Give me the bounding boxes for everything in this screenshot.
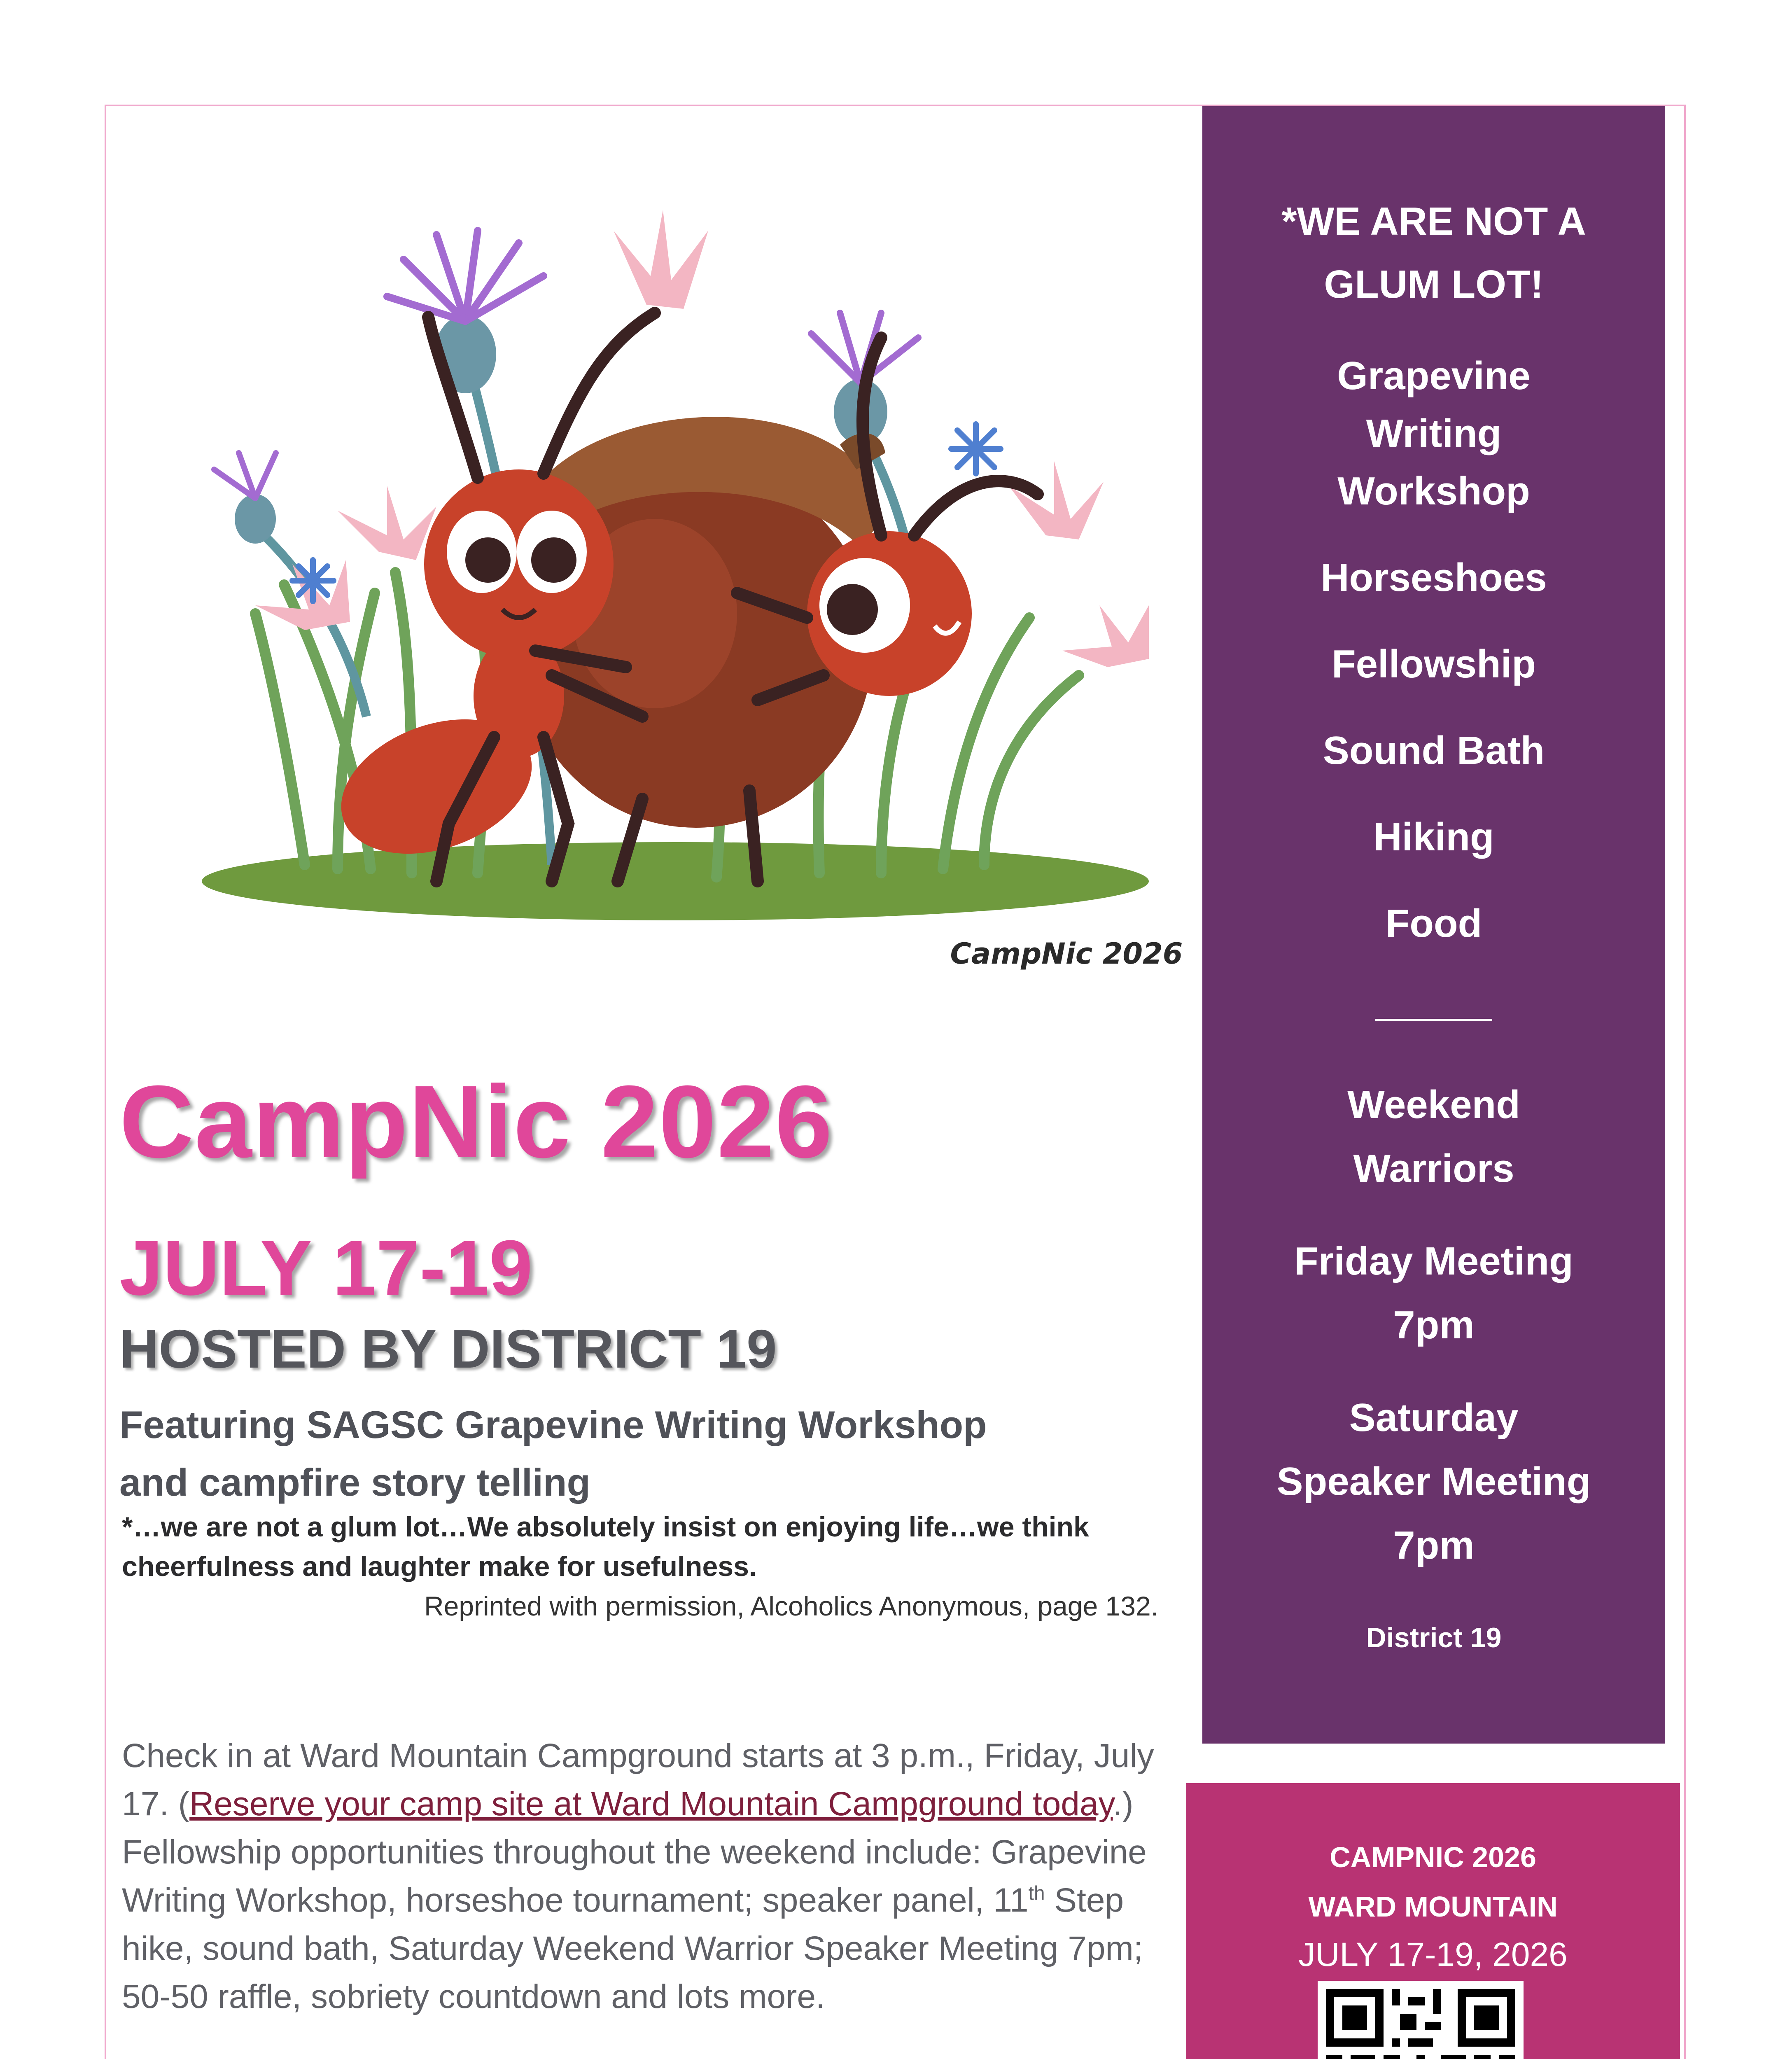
- activity-sound-bath: Sound Bath: [1323, 728, 1545, 773]
- qr-code-icon[interactable]: [1318, 1981, 1524, 2059]
- sidebar-divider: [1375, 1019, 1492, 1021]
- reprint-credit: Reprinted with permission, Alcoholics Anonymous, page 132.: [424, 1591, 1158, 1621]
- saturday-meeting-1: Saturday: [1349, 1396, 1519, 1440]
- tagline-line-2: GLUM LOT!: [1324, 262, 1544, 306]
- details-text-1: Check in at Ward Mountain Campground starts at 3 p.m., Friday, July 17. (: [122, 1737, 1154, 1823]
- reserve-campsite-link[interactable]: Reserve your camp site at Ward Mountain Campground today: [189, 1785, 1113, 1823]
- panel-line-2: WARD MOUNTAIN: [1308, 1891, 1558, 1923]
- event-title: CampNic 2026: [119, 1064, 833, 1179]
- featuring-line-1: Featuring SAGSC Grapevine Writing Workshop: [119, 1403, 987, 1446]
- friday-meeting-2: 7pm: [1393, 1303, 1475, 1347]
- event-dates: JULY 17-19: [119, 1224, 533, 1312]
- details-sup: th: [1028, 1882, 1045, 1905]
- illustration-signature: CampNic 2026: [950, 937, 1183, 971]
- event-details: [122, 1732, 1176, 2021]
- sidebar-district: District 19: [1366, 1622, 1502, 1653]
- featuring-text: [119, 1396, 1190, 1511]
- activity-grapevine-1: Grapevine: [1337, 354, 1531, 398]
- registration-panel: [1186, 1783, 1680, 2059]
- saturday-meeting-2: Speaker Meeting: [1276, 1459, 1591, 1503]
- activity-fellowship: Fellowship: [1331, 642, 1536, 686]
- friday-meeting-1: Friday Meeting: [1294, 1239, 1573, 1283]
- featuring-line-2: and campfire story telling: [119, 1461, 590, 1504]
- activity-horseshoes: Horseshoes: [1321, 556, 1547, 600]
- activity-grapevine-2: Writing: [1366, 411, 1502, 455]
- tagline-line-1: *WE ARE NOT A: [1281, 199, 1586, 243]
- panel-line-1: CAMPNIC 2026: [1330, 1841, 1536, 1873]
- panel-line-3: JULY 17-19, 2026: [1298, 1936, 1568, 1973]
- details-text-2: .) Fellowship opportunities throughout the weekend include: Grapevine Writing Workshop, horseshoe tournament; speaker panel, 11: [122, 1785, 1147, 1919]
- saturday-meeting-3: 7pm: [1393, 1523, 1475, 1567]
- activity-food: Food: [1385, 901, 1482, 945]
- weekend-warriors-1: Weekend: [1347, 1083, 1520, 1127]
- activities-sidebar: [1202, 106, 1665, 1744]
- weekend-warriors-2: Warriors: [1353, 1146, 1514, 1191]
- big-book-quote: *…we are not a glum lot…We absolutely insist on enjoying life…we think cheerfulness and laughter make for usefulness.: [122, 1511, 1089, 1582]
- activity-hiking: Hiking: [1373, 815, 1494, 859]
- activity-grapevine-3: Workshop: [1337, 469, 1530, 513]
- grass-ground: [202, 842, 1149, 920]
- details-text-3: Step hike, sound bath, Saturday Weekend Warrior Speaker Meeting 7pm; 50-50 raffle, sobriety countdown and lots more.: [122, 1882, 1143, 2015]
- ants-acorn-illustration: [181, 181, 1186, 997]
- event-host: HOSTED BY DISTRICT 19: [119, 1319, 777, 1379]
